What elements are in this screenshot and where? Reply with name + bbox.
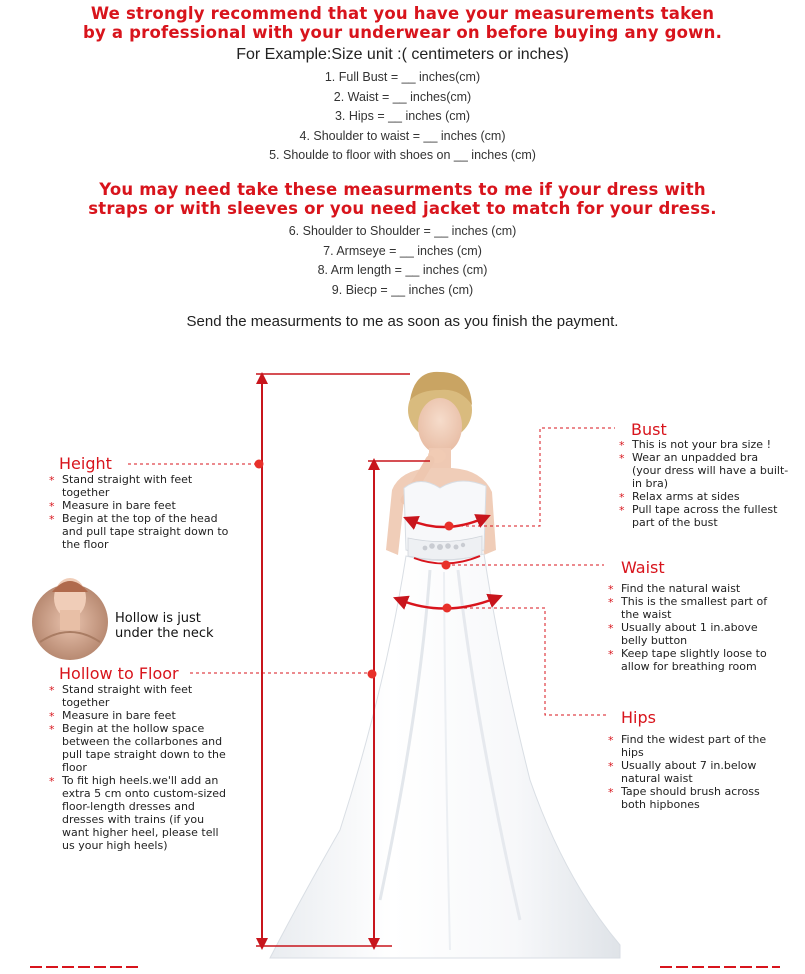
- measurement-item: 4. Shoulder to waist = __ inches (cm): [299, 128, 506, 143]
- measurement-item: 8. Arm length = __ inches (cm): [317, 263, 488, 277]
- measurement-item: 3. Hips = __ inches (cm): [334, 109, 471, 123]
- send-line: Send the measurments to me as soon as you finish the payment.: [186, 313, 619, 330]
- height-title: Height: [59, 454, 112, 473]
- hips-title: Hips: [621, 708, 656, 727]
- hollow-note-line: Hollow is just: [115, 611, 201, 626]
- hollow-note-line: under the neck: [115, 626, 214, 641]
- bust-item: * Wear an unpadded bra (your dress will have a built-in bra): [618, 451, 790, 490]
- hollow-item: * Measure in bare feet: [48, 709, 230, 722]
- hollow-item: * Stand straight with feet together: [48, 683, 230, 709]
- hollow-to-floor-list: [48, 683, 230, 852]
- waist-title: Waist: [621, 558, 665, 577]
- hips-item: * Tape should brush across both hipbones: [607, 785, 777, 811]
- hips-item: * Find the widest part of the hips: [607, 733, 777, 759]
- hips-dot: [443, 604, 452, 613]
- waist-dot: [442, 561, 451, 570]
- recommend-line-1: We strongly recommend that you have your measurements taken: [90, 4, 715, 23]
- model-figure: [270, 372, 620, 958]
- example-line: For Example:Size unit :( centimeters or inches): [236, 46, 569, 63]
- height-list: [48, 473, 238, 551]
- straps-line-1: You may need take these measurments to me if your dress with: [99, 180, 706, 199]
- height-item: * Stand straight with feet together: [48, 473, 238, 499]
- measurement-item: 6. Shoulder to Shoulder = __ inches (cm): [288, 224, 517, 238]
- hollow-dot: [368, 670, 377, 679]
- measurement-item: 2. Waist = __ inches(cm): [333, 89, 472, 104]
- bust-item: * This is not your bra size !: [618, 438, 790, 451]
- measurement-item: 7. Armseye = __ inches (cm): [323, 243, 482, 258]
- straps-line-2: straps or with sleeves or you need jacket to match for your dress.: [88, 199, 717, 218]
- waist-item: * Find the natural waist: [607, 582, 777, 595]
- measurement-item: 5. Shoulde to floor with shoes on __ inches (cm): [269, 148, 536, 162]
- extra-measurement-list: [0, 222, 805, 300]
- waist-item: * This is the smallest part of the waist: [607, 595, 777, 621]
- height-item: * Begin at the top of the head and pull tape straight down to the floor: [48, 512, 238, 551]
- measurement-item: 9. Biecp = __ inches (cm): [331, 282, 474, 297]
- bottom-strip: [0, 956, 805, 960]
- measurement-list: [0, 68, 805, 166]
- bust-title: Bust: [631, 420, 667, 439]
- recommend-line-2: by a professional with your underwear on before buying any gown.: [82, 23, 723, 42]
- waist-item: * Keep tape slightly loose to allow for breathing room: [607, 647, 777, 673]
- bust-item: * Relax arms at sides: [618, 490, 790, 503]
- height-dot: [255, 460, 264, 469]
- hollow-closeup: [32, 578, 108, 660]
- hollow-item: * To fit high heels.we'll add an extra 5 cm onto custom-sized floor-length dresses and dresses with trains (if you want higher heel, please tell us your high heels): [48, 774, 230, 852]
- hollow-to-floor-title: Hollow to Floor: [59, 664, 179, 683]
- hollow-note: [115, 611, 214, 641]
- height-item: * Measure in bare feet: [48, 499, 238, 512]
- waist-list: [607, 582, 777, 673]
- waist-item: * Usually about 1 in.above belly button: [607, 621, 777, 647]
- bust-list: [618, 438, 790, 529]
- hips-list: [607, 733, 777, 811]
- hollow-item: * Begin at the hollow space between the collarbones and pull tape straight down to the floor: [48, 722, 230, 774]
- measurement-item: 1. Full Bust = __ inches(cm): [324, 70, 481, 84]
- bust-dot: [445, 522, 454, 531]
- hips-item: * Usually about 7 in.below natural waist: [607, 759, 777, 785]
- bust-item: * Pull tape across the fullest part of the bust: [618, 503, 790, 529]
